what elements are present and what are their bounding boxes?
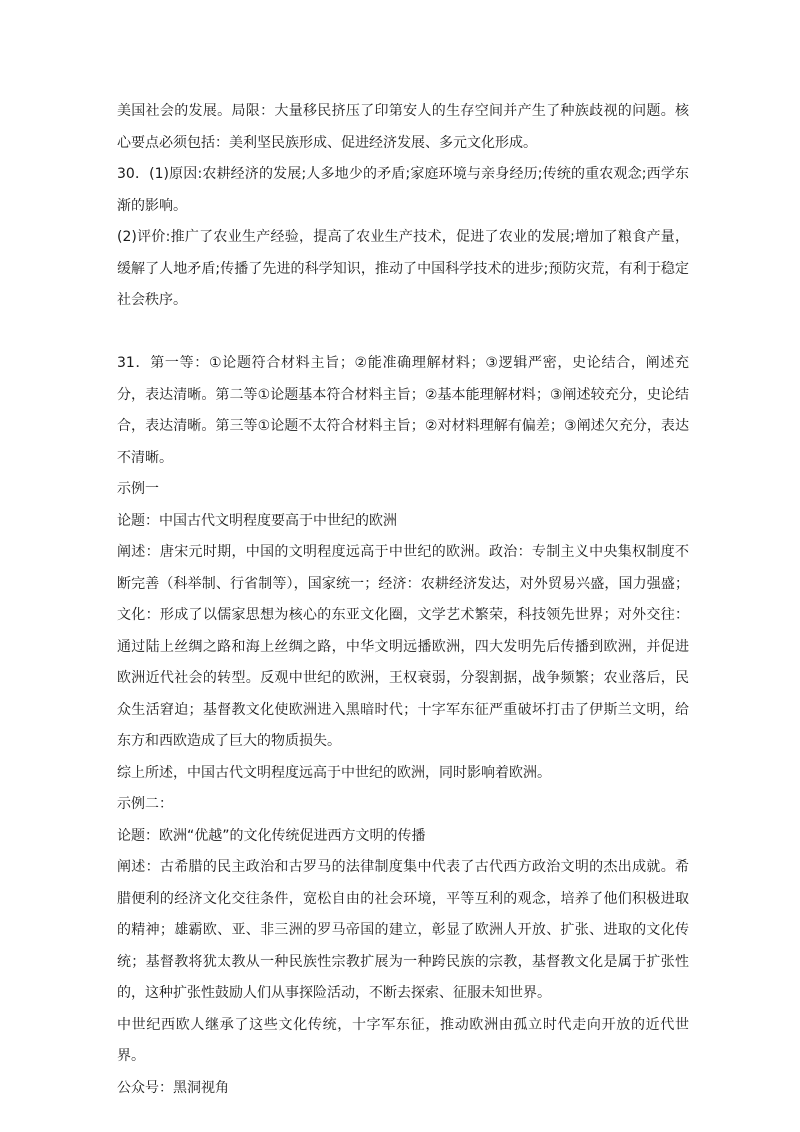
paragraph-q30-reasons: 30．(1)原因:农耕经济的发展;人多地少的矛盾;家庭环境与亲身经历;传统的重农观念;西学东渐的影响。 bbox=[117, 166, 689, 214]
example-two-argument: 阐述：古希腊的民主政治和古罗马的法律制度集中代表了古代西方政治文明的杰出成就。希腊便利的经济文化交往条件，宽松自由的社会环境，平等互利的观念，培养了他们积极进取的精神；雄霸欧、亚、非三洲的罗马帝国的建立，彰显了欧洲人开放、扩张、进取的文化传统；基督教将犹太教从一种民族性宗教扩展为一种跨民族的宗教，基督教文化是属于扩张性的，这种扩张性鼓励人们从事探险活动，不断去探索、征服未知世界。 bbox=[117, 859, 689, 1001]
paragraph-america-summary: 美国社会的发展。局限：大量移民挤压了印第安人的生存空间并产生了种族歧视的问题。核心要点必须包括：美利坚民族形成、促进经济发展、多元文化形成。 bbox=[117, 103, 689, 151]
example-one-conclusion: 综上所述，中国古代文明程度远高于中世纪的欧洲，同时影响着欧洲。 bbox=[117, 764, 551, 781]
example-one-argument: 阐述：唐宋元时期，中国的文明程度远高于中世纪的欧洲。政治：专制主义中央集权制度不断完善（科举制、行省制等），国家统一；经济：农耕经济发达，对外贸易兴盛，国力强盛；文化：形成了以儒家思想为核心的东亚文化圈，文学艺术繁荣，科技领先世界；对外交往：通过陆上丝绸之路和海上丝绸之路，中华文明远播欧洲，四大发明先后传播到欧洲，并促进欧洲近代社会的转型。反观中世纪的欧洲，王权衰弱，分裂割据，战争频繁；农业落后，民众生活窘迫；基督教文化使欧洲进入黑暗时代；十字军东征严重破坏打击了伊斯兰文明，给东方和西欧造成了巨大的物质损失。 bbox=[117, 544, 689, 749]
public-account-footer: 公众号：黑洞视角 bbox=[117, 1079, 229, 1096]
paragraph-q31-grading: 31．第一等：①论题符合材料主旨；②能准确理解材料；③逻辑严密，史论结合，阐述充分，表达清晰。第二等①论题基本符合材料主旨；②基本能理解材料；③阐述较充分，史论结合，表达清晰。第三等①论题不太符合材料主旨；②对材料理解有偏差；③阐述欠充分，表达不清晰。 bbox=[117, 355, 689, 466]
example-one-heading: 示例一 bbox=[117, 481, 159, 497]
example-two-thesis: 论题：欧洲“优越”的文化传统促进西方文明的传播 bbox=[117, 827, 426, 844]
answer-text bbox=[117, 96, 689, 1104]
example-two-conclusion: 中世纪西欧人继承了这些文化传统，十字军东征，推动欧洲由孤立时代走向开放的近代世界。 bbox=[117, 1016, 689, 1064]
example-one-thesis: 论题：中国古代文明程度要高于中世纪的欧洲 bbox=[117, 512, 397, 529]
example-two-heading: 示例二： bbox=[117, 796, 173, 812]
paragraph-q30-evaluation: (2)评价:推广了农业生产经验，提高了农业生产技术，促进了农业的发展;增加了粮食产量，缓解了人地矛盾;传播了先进的科学知识，推动了中国科学技术的进步;预防灾荒，有利于稳定社会秩序。 bbox=[117, 229, 689, 308]
